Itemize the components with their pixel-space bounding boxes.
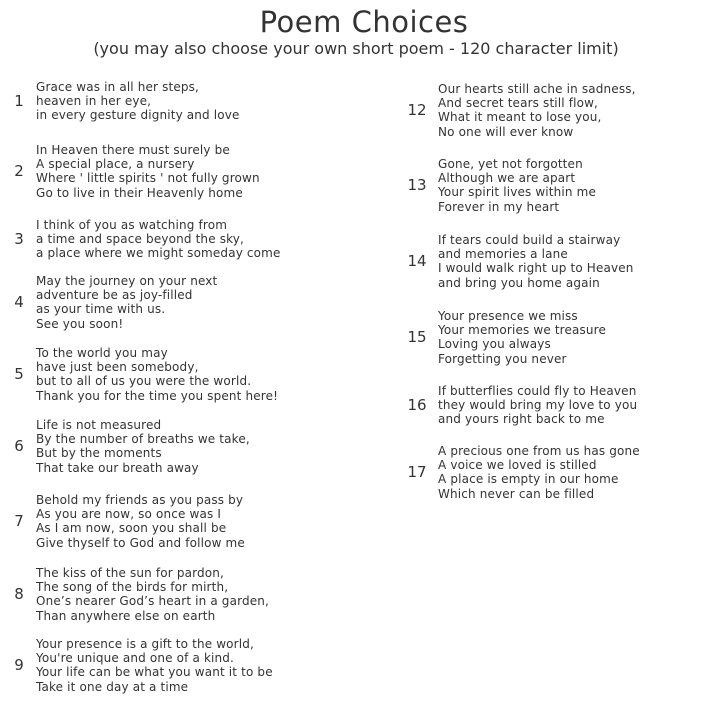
- poem-number: 12: [407, 101, 427, 120]
- poem-line: As I am now, soon you shall be: [36, 521, 227, 536]
- poem-line: Grace was in all her steps,: [36, 80, 200, 94]
- poem-number: 16: [407, 396, 427, 415]
- poem-text: [438, 233, 634, 290]
- poem-line: As you are now, so once was I: [36, 507, 222, 522]
- poem-line: and bring you home again: [438, 275, 600, 290]
- poem-number: 1: [14, 92, 24, 111]
- poem-item: [0, 157, 596, 214]
- poem-item: [0, 384, 637, 427]
- poem-line: Your life can be what you want it to be: [36, 665, 273, 680]
- poem-text: [36, 637, 273, 694]
- poem-line: But by the moments: [36, 446, 162, 461]
- poem-line: and yours right back to me: [438, 412, 605, 427]
- poem-line: Thank you for the time you spent here!: [36, 388, 279, 403]
- poem-line: A precious one from us has gone: [438, 444, 640, 458]
- poem-line: Our hearts still ache in sadness,: [438, 82, 636, 96]
- poem-line: One’s nearer God’s heart in a garden,: [36, 594, 269, 609]
- poem-line: a time and space beyond the sky,: [36, 232, 244, 247]
- poem-line: That take our breath away: [36, 460, 199, 475]
- poem-line: No one will ever know: [438, 124, 574, 139]
- poem-item: [0, 82, 636, 139]
- poem-line: The kiss of the sun for pardon,: [36, 566, 224, 580]
- poem-item: [0, 637, 273, 694]
- poem-line: What it meant to lose you,: [438, 110, 602, 125]
- poem-line: I think of you as watching from: [36, 218, 228, 232]
- poem-line: Which never can be filled: [438, 486, 595, 501]
- poem-line: To the world you may: [36, 346, 168, 360]
- poem-number: 4: [14, 293, 24, 312]
- poem-line: adventure be as joy-filled: [36, 288, 193, 303]
- poem-line: as your time with us.: [36, 302, 166, 317]
- poem-line: Your spirit lives within me: [438, 185, 596, 200]
- poem-item: [0, 493, 245, 550]
- poem-line: Although we are apart: [438, 171, 576, 186]
- poem-line: You're unique and one of a kind.: [36, 651, 235, 666]
- poem-line: Forever in my heart: [438, 199, 560, 214]
- poem-line: Go to live in their Heavenly home: [36, 185, 243, 200]
- poem-line: have just been somebody,: [36, 360, 199, 375]
- poem-text: [438, 157, 596, 214]
- poem-line: Loving you always: [438, 337, 551, 352]
- poem-line: If butterflies could fly to Heaven: [438, 384, 637, 398]
- page-subtitle: (you may also choose your own short poem - 120 character limit): [93, 39, 619, 58]
- poem-number: 5: [14, 365, 24, 384]
- poem-line: Where ' little spirits ' not fully grown: [36, 171, 260, 186]
- poem-line: And secret tears still flow,: [438, 96, 598, 111]
- page-title: Poem Choices: [259, 5, 469, 39]
- poem-line: they would bring my love to you: [438, 398, 638, 413]
- poem-number: 7: [14, 512, 24, 531]
- poem-line: A special place, a nursery: [36, 157, 195, 172]
- poem-number: 14: [407, 252, 427, 271]
- poem-text: [438, 309, 606, 366]
- poem-line: heaven in her eye,: [36, 94, 152, 109]
- poem-line: Than anywhere else on earth: [36, 608, 216, 623]
- poem-line: See you soon!: [36, 316, 124, 331]
- poem-line: Gone, yet not forgotten: [438, 157, 583, 171]
- poem-number: 6: [14, 437, 24, 456]
- poem-line: Behold my friends as you pass by: [36, 493, 244, 507]
- poem-line: Your presence is a gift to the world,: [36, 637, 254, 651]
- poem-line: A voice we loved is stilled: [438, 458, 597, 473]
- poem-number: 9: [14, 656, 24, 675]
- poem-number: 3: [14, 230, 24, 249]
- poem-number: 15: [407, 328, 427, 347]
- poem-line: Life is not measured: [36, 418, 162, 432]
- poem-item: [0, 233, 634, 290]
- poem-item: [0, 309, 606, 366]
- poem-line: Your memories we treasure: [438, 323, 607, 338]
- poem-line: Take it one day at a time: [36, 679, 189, 694]
- poem-line: The song of the birds for mirth,: [36, 580, 229, 595]
- poem-line: If tears could build a stairway: [438, 233, 621, 247]
- poem-line: Your presence we miss: [438, 309, 578, 323]
- poem-text: [438, 384, 637, 427]
- poem-number: 8: [14, 585, 24, 604]
- poem-text: [36, 493, 245, 550]
- poem-line: a place where we might someday come: [36, 246, 281, 261]
- poem-number: 2: [14, 162, 24, 181]
- poem-line: I would walk right up to Heaven: [438, 261, 634, 276]
- poem-line: By the number of breaths we take,: [36, 432, 250, 447]
- poem-number: 17: [407, 463, 427, 482]
- poem-item: [0, 444, 640, 501]
- poem-item: [0, 566, 269, 623]
- poem-text: [36, 566, 269, 623]
- poem-line: Forgetting you never: [438, 351, 567, 366]
- poem-line: in every gesture dignity and love: [36, 108, 240, 123]
- poem-text: [438, 444, 640, 501]
- poem-text: [438, 82, 636, 139]
- poem-line: A place is empty in our home: [438, 472, 619, 487]
- poem-number: 13: [407, 176, 427, 195]
- poem-line: Give thyself to God and follow me: [36, 535, 245, 550]
- poem-line: May the journey on your next: [36, 274, 218, 288]
- poem-line: and memories a lane: [438, 247, 568, 262]
- poem-line: but to all of us you were the world.: [36, 374, 252, 389]
- poem-line: In Heaven there must surely be: [36, 143, 230, 157]
